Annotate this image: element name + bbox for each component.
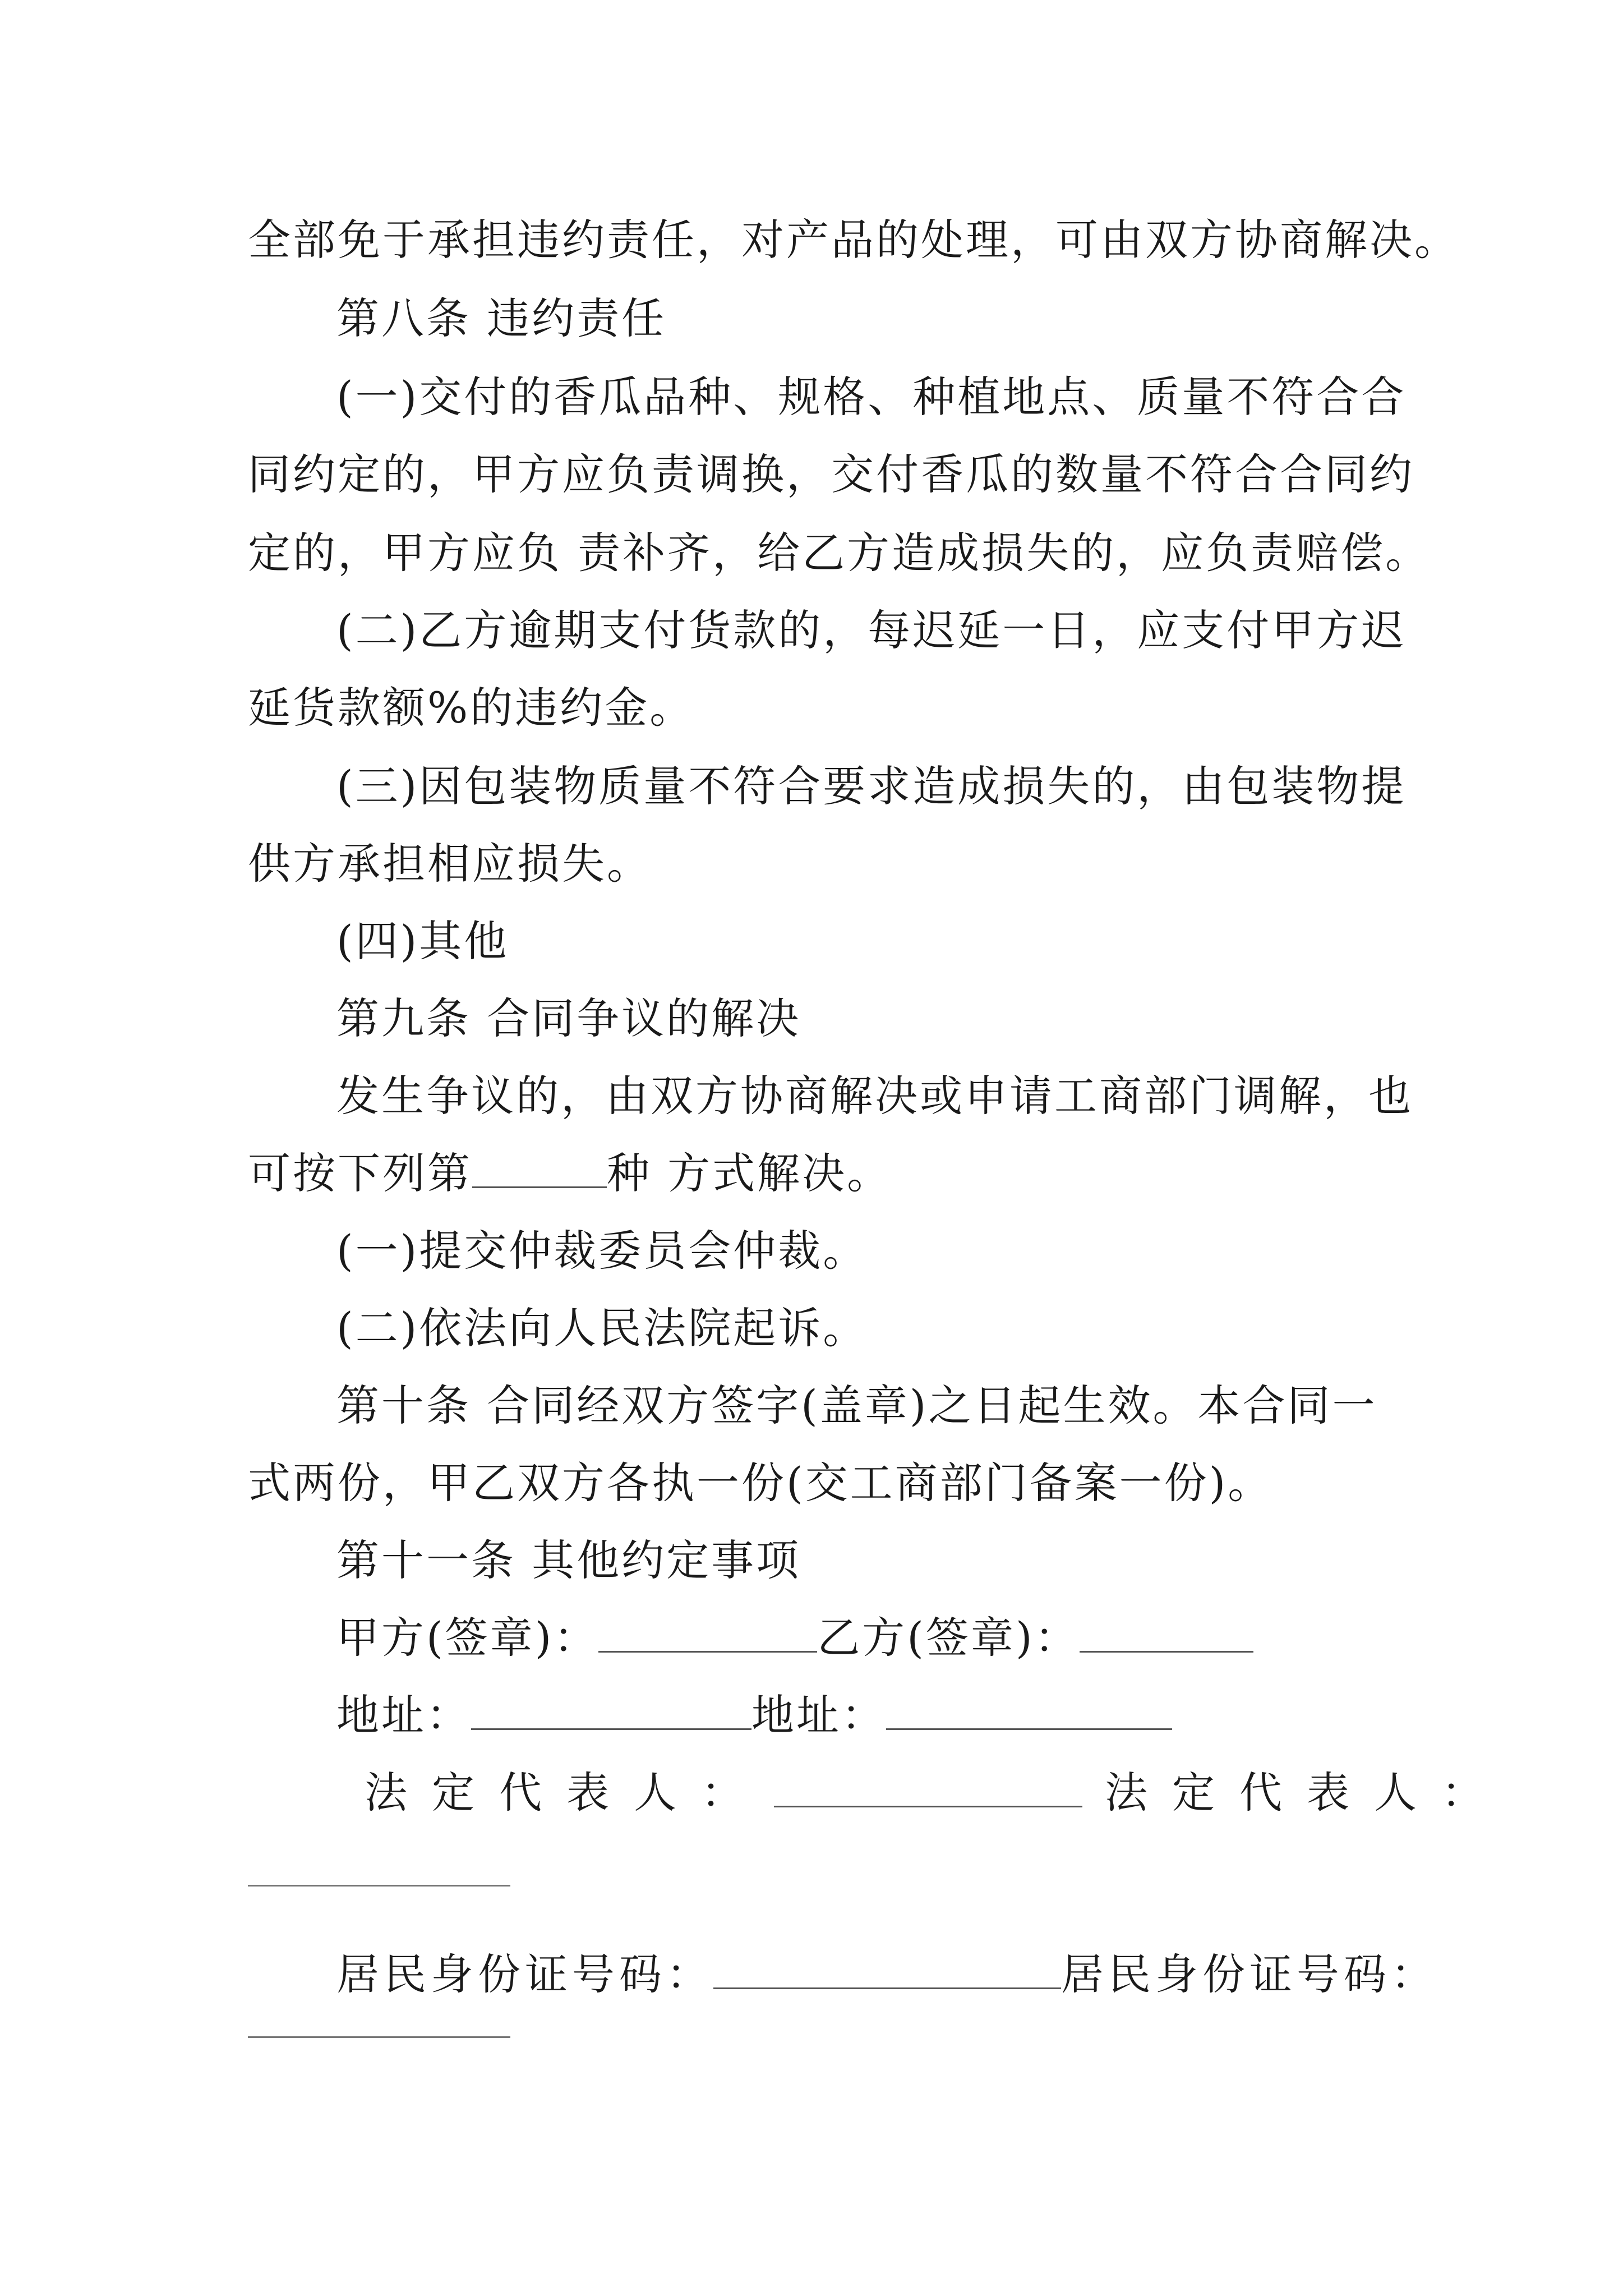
paragraph-text: 可按下列第 [248,1148,472,1198]
article-heading: 第十一条 其他约定事项 [336,1535,801,1585]
choice-blank[interactable] [472,1147,607,1188]
signature-row [336,1610,1253,1666]
address-b-field[interactable] [886,1689,1172,1730]
party-a-label: 甲方(签章)： [336,1613,599,1663]
paragraph-line: 第十条 合同经双方签字(盖章)之日起生效。本合同一 [336,1381,1377,1430]
paragraph-line: (二)乙方逾期支付货款的，每迟延一日，应支付甲方迟 [336,605,1407,655]
rep-a-field[interactable] [774,1766,1082,1807]
id-a-label: 居民身份证号码： [336,1949,713,1999]
article-heading: 第八条 违约责任 [336,293,667,343]
paragraph-line: (二)依法向人民法院起诉。 [336,1303,868,1353]
rep-a-label: 法定代表人： [365,1768,768,1818]
id-b-field[interactable] [248,2036,510,2038]
id-a-field[interactable] [713,1948,1061,1989]
paragraph-line: 供方承担相应损失。 [248,839,652,889]
paragraph-line: 式两份，甲乙双方各执一份(交工商部门备案一份)。 [248,1458,1273,1508]
rep-b-label: 法定代表人： [1105,1768,1509,1818]
paragraph-line: 定的，甲方应负 责补齐，给乙方造成损失的，应负责赔偿。 [248,528,1431,578]
paragraph-line: (一)交付的香瓜品种、规格、种植地点、质量不符合合 [336,372,1407,422]
paragraph-line-with-blank [248,1145,892,1202]
party-b-signature-field[interactable] [1080,1612,1253,1653]
party-a-signature-field[interactable] [598,1612,817,1653]
paragraph-line: 延货款额%的违约金。 [248,683,695,733]
paragraph-text: 种 方式解决。 [607,1148,892,1198]
address-b-label: 地址： [751,1690,886,1740]
representative-row [365,1765,1509,1821]
article-heading: 第九条 合同争议的解决 [336,993,801,1043]
id-row [336,1947,1438,2003]
address-row [336,1687,1172,1743]
address-a-field[interactable] [471,1689,751,1730]
address-a-label: 地址： [336,1690,471,1740]
party-b-label: 乙方(签章)： [817,1613,1080,1663]
paragraph-line: 全部免于承担违约责任，对产品的处理，可由双方协商解决。 [248,215,1459,265]
paragraph-line: 发生争议的，由双方协商解决或申请工商部门调解，也 [336,1071,1413,1121]
paragraph-line: (一)提交仲裁委员会仲裁。 [336,1226,868,1276]
id-b-label: 居民身份证号码： [1061,1949,1438,1999]
paragraph-line: (三)因包装物质量不符合要求造成损失的，由包装物提 [336,761,1407,811]
paragraph-line: (四)其他 [336,916,509,966]
rep-b-field[interactable] [248,1885,510,1887]
paragraph-line: 同约定的，甲方应负责调换，交付香瓜的数量不符合合同约 [248,449,1414,499]
